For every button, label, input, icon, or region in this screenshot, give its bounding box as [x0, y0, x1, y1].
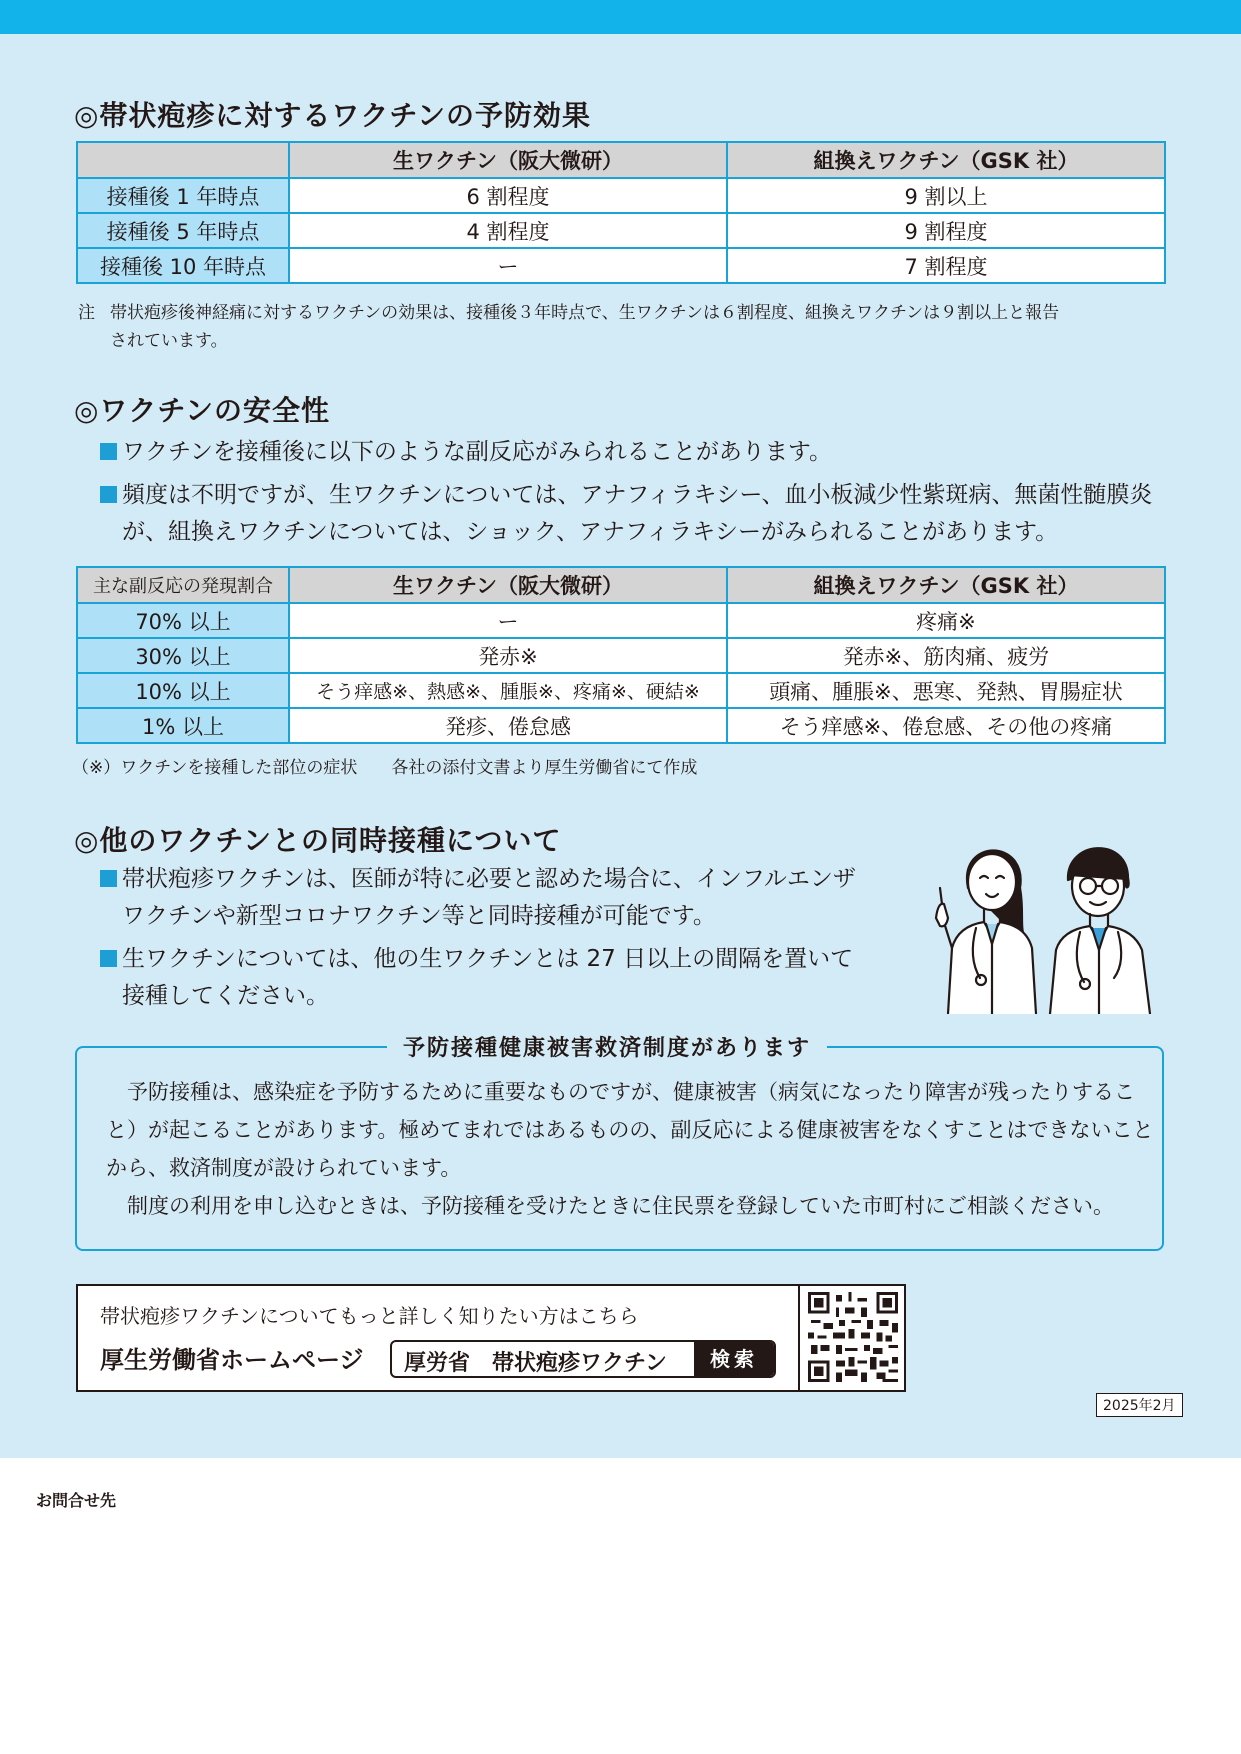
search-button[interactable]: 検索: [694, 1342, 774, 1376]
table-header-row: [77, 567, 1165, 603]
table-cell: 4 割程度: [289, 213, 727, 248]
table-row: [77, 248, 1165, 283]
qr-code-icon[interactable]: [808, 1292, 898, 1382]
coadmin-bullet-1-line2: ワクチンや新型コロナワクチン等と同時接種が可能です。: [122, 903, 716, 929]
relief-paragraph-1: 予防接種は、感染症を予防するために重要なものですが、健康被害（病気になったり障害が残ったりすること）が起こることがあります。極めてまれではあるものの、副反応による健康被害をなくすことはできないことから、救済制度が設けられています。: [106, 1080, 1154, 1180]
coadmin-bullet-1: [100, 861, 900, 935]
row-header: 70% 以上: [77, 603, 289, 638]
column-header-recombinant-vaccine: 組換えワクチン（GSK 社）: [727, 142, 1165, 178]
section-title-efficacy: ◎帯状疱疹に対するワクチンの予防効果: [74, 99, 592, 132]
table-row: [77, 673, 1165, 708]
row-header: 接種後 10 年時点: [77, 248, 289, 283]
top-color-bar: [0, 0, 1241, 34]
bullet-square-icon: [100, 870, 117, 887]
more-info-text: 帯状疱疹ワクチンについてもっと詳しく知りたい方はこちら: [100, 1304, 639, 1328]
coadmin-bullet-2-line2: 接種してください。: [122, 983, 329, 1009]
efficacy-table: [76, 141, 1166, 284]
table-cell: 9 割程度: [727, 213, 1165, 248]
table-row: [77, 603, 1165, 638]
column-header-live-vaccine: 生ワクチン（阪大微研）: [289, 142, 727, 178]
table-cell: ー: [289, 248, 727, 283]
side-effects-table: [76, 566, 1166, 744]
coadmin-bullet-2-line1: 生ワクチンについては、他の生ワクチンとは 27 日以上の間隔を置いて: [122, 946, 854, 972]
bullet-square-icon: [100, 486, 117, 503]
table-row: [77, 213, 1165, 248]
table-cell: 発赤※、筋肉痛、疲労: [727, 638, 1165, 673]
relief-paragraph-2: 制度の利用を申し込むときは、予防接種を受けたときに住民票を登録していた市町村にご相談ください。: [127, 1194, 1114, 1218]
doctors-illustration: [928, 818, 1168, 1014]
side-effects-footnote: （※）ワクチンを接種した部位の症状 各社の添付文書より厚生労働省にて作成: [72, 758, 698, 778]
table-cell: 発赤※: [289, 638, 727, 673]
qr-divider: [798, 1286, 800, 1390]
safety-bullet-1-text: ワクチンを接種後に以下のような副反応がみられることがあります。: [122, 439, 833, 465]
note-label: 注: [78, 303, 95, 323]
search-field[interactable]: [390, 1340, 776, 1378]
column-header-recombinant-vaccine: 組換えワクチン（GSK 社）: [727, 567, 1165, 603]
table-cell: 発疹、倦怠感: [289, 708, 727, 743]
row-header: 1% 以上: [77, 708, 289, 743]
bullet-square-icon: [100, 950, 117, 967]
row-header: 10% 以上: [77, 673, 289, 708]
column-header-live-vaccine: 生ワクチン（阪大微研）: [289, 567, 727, 603]
table-cell: 9 割以上: [727, 178, 1165, 213]
section-title-safety: ◎ワクチンの安全性: [74, 394, 331, 427]
safety-bullet-2-text: 頻度は不明ですが、生ワクチンについては、アナフィラキシー、血小板減少性紫斑病、無菌性髄膜炎が、組換えワクチンについては、ショック、アナフィラキシーがみられることがあります。: [122, 482, 1153, 545]
table-row: [77, 178, 1165, 213]
note-text-line2: されています。: [110, 331, 228, 351]
column-header-frequency: 主な副反応の発現割合: [77, 567, 289, 603]
table-cell: ー: [289, 603, 727, 638]
table-cell: 疼痛※: [727, 603, 1165, 638]
table-cell: 7 割程度: [727, 248, 1165, 283]
bullet-square-icon: [100, 443, 117, 460]
table-cell: 6 割程度: [289, 178, 727, 213]
row-header: 接種後 1 年時点: [77, 178, 289, 213]
relief-system-body: [106, 1073, 1156, 1225]
note-text-line1: 帯状疱疹後神経痛に対するワクチンの効果は、接種後３年時点で、生ワクチンは６割程度、組換えワクチンは９割以上と報告: [110, 303, 1060, 323]
relief-system-title: 予防接種健康被害救済制度があります: [387, 1031, 827, 1062]
search-term: 厚労省 帯状疱疹ワクチン: [404, 1351, 667, 1376]
issue-date: 2025年2月: [1096, 1393, 1183, 1417]
table-corner-cell: [77, 142, 289, 178]
contact-label: お問合せ先: [36, 1491, 117, 1510]
coadmin-bullet-1-line1: 帯状疱疹ワクチンは、医師が特に必要と認めた場合に、インフルエンザ: [122, 866, 856, 892]
table-row: [77, 708, 1165, 743]
table-row: [77, 638, 1165, 673]
coadmin-bullet-2: [100, 941, 900, 1015]
table-header-row: [77, 142, 1165, 178]
table-cell: そう痒感※、倦怠感、その他の疼痛: [727, 708, 1165, 743]
row-header: 30% 以上: [77, 638, 289, 673]
mhlw-homepage-label: 厚生労働省ホームページ: [100, 1346, 364, 1374]
safety-bullet-2: [100, 477, 1170, 551]
section-title-coadministration: ◎他のワクチンとの同時接種について: [74, 824, 562, 857]
table-cell: 頭痛、腫脹※、悪寒、発熱、胃腸症状: [727, 673, 1165, 708]
row-header: 接種後 5 年時点: [77, 213, 289, 248]
table-cell: そう痒感※、熱感※、腫脹※、疼痛※、硬結※: [289, 673, 727, 708]
safety-bullet-1: [100, 434, 1180, 471]
